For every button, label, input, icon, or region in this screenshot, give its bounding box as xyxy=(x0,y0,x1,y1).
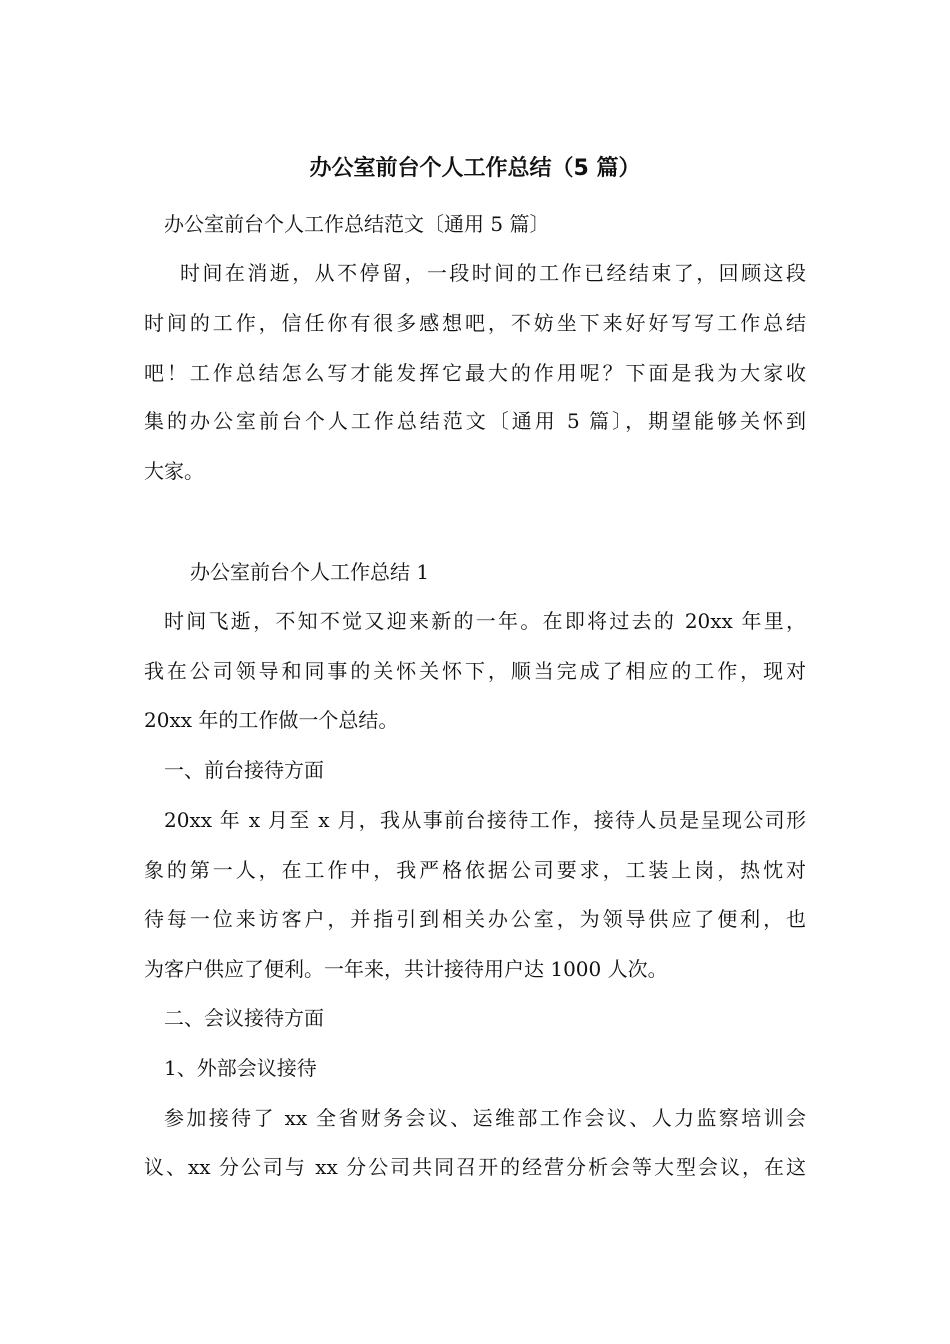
paragraph-line: 为客户供应了便利。一年来，共计接待用户达 1000 人次。 xyxy=(144,957,668,981)
subheading: 1、外部会议接待 xyxy=(164,1056,317,1080)
intro-line: 集的办公室前台个人工作总结范文〔通用 5 篇〕，期望能够关怀到 xyxy=(144,409,806,433)
document-title: 办公室前台个人工作总结（5 篇） xyxy=(309,156,641,181)
subheading: 二、会议接待方面 xyxy=(164,1006,324,1030)
document-subtitle: 办公室前台个人工作总结范文〔通用 5 篇〕 xyxy=(164,212,550,236)
intro-line: 大家。 xyxy=(144,459,204,483)
subheading: 一、前台接待方面 xyxy=(164,758,324,782)
paragraph-line: 20xx 年 x 月至 x 月，我从事前台接待工作，接待人员是呈现公司形 xyxy=(164,808,806,832)
intro-line: 时间的工作，信任你有很多感想吧，不妨坐下来好好写写工作总结 xyxy=(144,311,806,335)
intro-line: 吧！工作总结怎么写才能发挥它最大的作用呢？下面是我为大家收 xyxy=(144,361,806,385)
paragraph-line: 参加接待了 xx 全省财务会议、运维部工作会议、人力监察培训会 xyxy=(164,1106,806,1130)
section-heading: 办公室前台个人工作总结 1 xyxy=(190,560,430,584)
paragraph-line: 20xx 年的工作做一个总结。 xyxy=(144,708,399,732)
intro-line: 时间在消逝，从不停留，一段时间的工作已经结束了，回顾这段 xyxy=(180,261,806,285)
paragraph-line: 时间飞逝，不知不觉又迎来新的一年。在即将过去的 20xx 年里， xyxy=(164,609,806,633)
paragraph-line: 我在公司领导和同事的关怀关怀下，顺当完成了相应的工作，现对 xyxy=(144,659,806,683)
paragraph-line: 议、xx 分公司与 xx 分公司共同召开的经营分析会等大型会议，在这 xyxy=(144,1155,806,1179)
paragraph-line: 待每一位来访客户，并指引到相关办公室，为领导供应了便利，也 xyxy=(144,907,806,931)
paragraph-line: 象的第一人，在工作中，我严格依据公司要求，工装上岗，热忱对 xyxy=(144,858,806,882)
